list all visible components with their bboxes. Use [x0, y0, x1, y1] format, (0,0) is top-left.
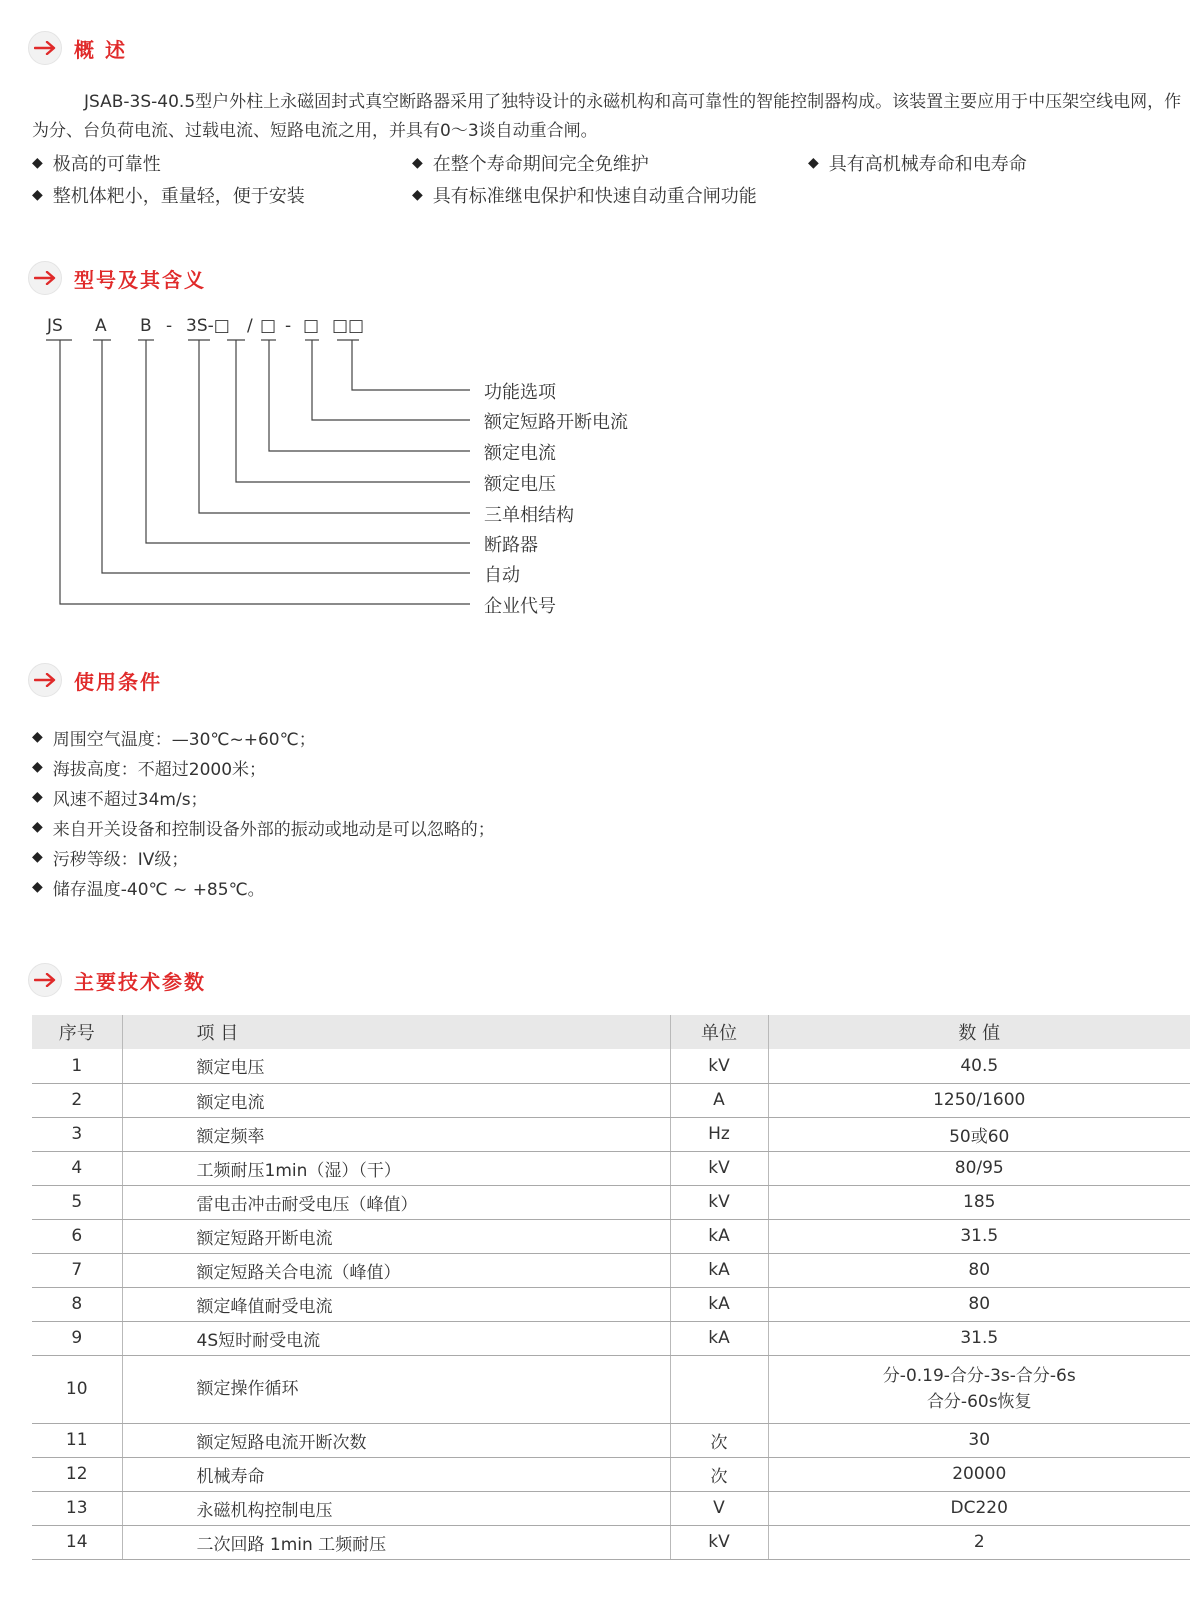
row-value: 31.5: [768, 1219, 1190, 1253]
row-index: 11: [32, 1423, 122, 1457]
row-item: 雷电击冲击耐受电压（峰值）: [122, 1185, 670, 1219]
condition-item: ◆ 周围空气温度：—30℃~+60℃；: [32, 729, 316, 750]
diamond-bullet-icon: ◆: [32, 729, 43, 745]
conditions-list: [32, 722, 495, 902]
row-unit: [670, 1355, 768, 1423]
diamond-bullet-icon: ◆: [412, 155, 423, 171]
row-value: 30: [768, 1423, 1190, 1457]
spec-table: [32, 1015, 1190, 1560]
row-item: 额定操作循环: [122, 1355, 670, 1423]
code-part-slash: /: [247, 316, 253, 336]
code-part-breaking: □: [303, 316, 320, 336]
connector-line: [269, 340, 470, 451]
diamond-bullet-icon: ◆: [32, 849, 43, 865]
row-index: 10: [32, 1355, 122, 1423]
model-label: 额定电流: [484, 443, 556, 464]
row-unit: kA: [670, 1321, 768, 1355]
arrow-right-icon: [28, 963, 62, 997]
specs-heading: [28, 960, 206, 1000]
row-item: 额定频率: [122, 1117, 670, 1151]
row-value: 2: [768, 1525, 1190, 1559]
row-value: 40.5: [768, 1049, 1190, 1083]
table-row: [32, 1049, 1190, 1083]
model-title: 型号及其含义: [74, 267, 206, 292]
row-index: 14: [32, 1525, 122, 1559]
header-unit: 单位: [670, 1015, 768, 1049]
row-value: 80/95: [768, 1151, 1190, 1185]
row-index: 9: [32, 1321, 122, 1355]
row-item: 额定电流: [122, 1083, 670, 1117]
row-item: 永磁机构控制电压: [122, 1491, 670, 1525]
code-part-options: □□: [332, 316, 365, 336]
overview-paragraph: JSAB-3S-40.5型户外柱上永磁固封式真空断路器采用了独特设计的永磁机构和高可靠性的智能控制器构成。该装置主要应用于中压架空线电网，作为分、台负荷电流、过载电流、短路电流之用，并具有0～3谈自动重合闸。: [32, 92, 1182, 141]
row-index: 7: [32, 1253, 122, 1287]
table-row: [32, 1151, 1190, 1185]
row-unit: Hz: [670, 1117, 768, 1151]
row-item: 额定短路关合电流（峰值）: [122, 1253, 670, 1287]
row-item: 二次回路 1min 工频耐压: [122, 1525, 670, 1559]
row-value: [768, 1355, 1190, 1423]
code-part-js: JS: [47, 316, 63, 336]
table-row: [32, 1423, 1190, 1457]
row-item: 额定短路电流开断次数: [122, 1423, 670, 1457]
row-index: 8: [32, 1287, 122, 1321]
condition-item: ◆ 风速不超过34m/s；: [32, 789, 208, 810]
row-value: 20000: [768, 1457, 1190, 1491]
row-value: 1250/1600: [768, 1083, 1190, 1117]
diamond-bullet-icon: ◆: [32, 759, 43, 775]
row-index: 13: [32, 1491, 122, 1525]
row-item: 额定电压: [122, 1049, 670, 1083]
row-item: 额定峰值耐受电流: [122, 1287, 670, 1321]
table-row: [32, 1321, 1190, 1355]
code-part-voltage: 3S-□: [186, 316, 230, 336]
row-index: 5: [32, 1185, 122, 1219]
row-unit: A: [670, 1083, 768, 1117]
diamond-bullet-icon: ◆: [412, 187, 423, 203]
row-unit: kA: [670, 1219, 768, 1253]
table-row: [32, 1457, 1190, 1491]
model-label: 自动: [484, 565, 520, 586]
condition-item: ◆ 污秽等级：IV级；: [32, 849, 189, 870]
condition-item: ◆ 储存温度-40℃ ~ +85℃。: [32, 879, 265, 900]
row-item: 4S短时耐受电流: [122, 1321, 670, 1355]
specs-title: 主要技术参数: [74, 969, 206, 994]
condition-item: ◆ 海拔高度：不超过2000米；: [32, 759, 267, 780]
feature-item: ◆ 在整个寿命期间完全免维护: [412, 154, 649, 175]
diamond-bullet-icon: ◆: [32, 819, 43, 835]
connector-line: [236, 340, 470, 482]
condition-item: ◆ 来自开关设备和控制设备外部的振动或地动是可以忽略的；: [32, 819, 495, 840]
row-unit: kA: [670, 1253, 768, 1287]
row-index: 3: [32, 1117, 122, 1151]
feature-item: ◆ 具有标准继电保护和快速自动重合闸功能: [412, 186, 757, 207]
connector-line: [312, 340, 470, 420]
table-row: [32, 1219, 1190, 1253]
diamond-bullet-icon: ◆: [32, 187, 43, 203]
row-item: 工频耐压1min（湿）（干）: [122, 1151, 670, 1185]
feature-item: ◆ 具有高机械寿命和电寿命: [808, 154, 1027, 175]
diamond-bullet-icon: ◆: [32, 155, 43, 171]
header-item: 项 目: [122, 1015, 670, 1049]
row-unit: 次: [670, 1457, 768, 1491]
model-connector-lines: [0, 0, 1200, 640]
model-label: 额定电压: [484, 474, 556, 495]
row-index: 12: [32, 1457, 122, 1491]
row-unit: kV: [670, 1185, 768, 1219]
feature-item: ◆ 整机体粑小，重量轻，便于安装: [32, 186, 305, 207]
row-value: 80: [768, 1287, 1190, 1321]
model-label: 企业代号: [484, 596, 556, 617]
feature-item: ◆ 极高的可靠性: [32, 154, 161, 175]
conditions-title: 使用条件: [74, 669, 162, 694]
row-index: 2: [32, 1083, 122, 1117]
connector-line: [199, 340, 470, 513]
row-value: DC220: [768, 1491, 1190, 1525]
row-unit: V: [670, 1491, 768, 1525]
row-value-line-2: 合分-60s恢复: [926, 1392, 1032, 1412]
table-row: [32, 1083, 1190, 1117]
row-index: 4: [32, 1151, 122, 1185]
model-label: 额定短路开断电流: [484, 412, 628, 433]
arrow-right-icon: [28, 663, 62, 697]
code-part-dash: -: [285, 316, 292, 336]
code-part-dash: -: [166, 316, 173, 336]
table-row: [32, 1185, 1190, 1219]
row-unit: kA: [670, 1287, 768, 1321]
model-label: 断路器: [484, 535, 538, 556]
code-part-current: □: [260, 316, 277, 336]
model-label: 三单相结构: [484, 505, 574, 526]
header-value: 数 值: [768, 1015, 1190, 1049]
diamond-bullet-icon: ◆: [32, 879, 43, 895]
row-unit: kV: [670, 1525, 768, 1559]
row-value: 185: [768, 1185, 1190, 1219]
table-row: [32, 1117, 1190, 1151]
model-label: 功能选项: [484, 382, 556, 403]
overview-title: 概 述: [74, 37, 127, 62]
diamond-bullet-icon: ◆: [32, 789, 43, 805]
row-index: 6: [32, 1219, 122, 1253]
diamond-bullet-icon: ◆: [808, 155, 819, 171]
conditions-heading: [28, 660, 162, 700]
header-index: 序号: [32, 1015, 122, 1049]
connector-line: [352, 340, 470, 390]
table-header-row: [32, 1015, 1190, 1049]
row-value: 80: [768, 1253, 1190, 1287]
row-value: 31.5: [768, 1321, 1190, 1355]
row-value: 50或60: [768, 1117, 1190, 1151]
row-value-line-1: 分-0.19-合分-3s-合分-6s: [882, 1366, 1076, 1386]
table-row: [32, 1287, 1190, 1321]
connector-line: [60, 340, 470, 604]
table-row: [32, 1355, 1190, 1423]
table-row: [32, 1253, 1190, 1287]
row-unit: 次: [670, 1423, 768, 1457]
code-part-a: A: [95, 316, 107, 336]
table-row: [32, 1491, 1190, 1525]
row-item: 额定短路开断电流: [122, 1219, 670, 1253]
row-unit: kV: [670, 1151, 768, 1185]
row-item: 机械寿命: [122, 1457, 670, 1491]
row-index: 1: [32, 1049, 122, 1083]
row-unit: kV: [670, 1049, 768, 1083]
connector-line: [102, 340, 470, 573]
code-part-b: B: [140, 316, 152, 336]
table-row: [32, 1525, 1190, 1559]
